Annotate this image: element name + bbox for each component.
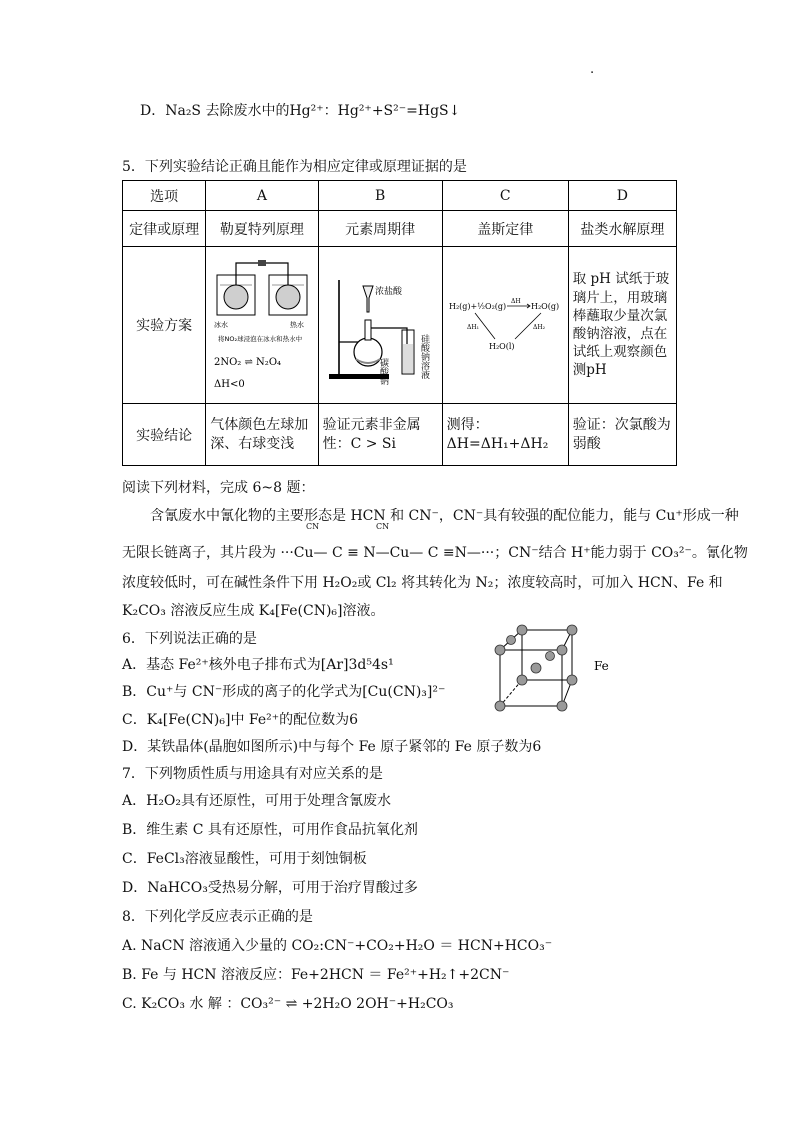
- plan-b-cell: [318, 247, 442, 404]
- q8-option-a: A. NaCN 溶液通入少量的 CO₂:CN⁻+CO₂+H₂O ＝ HCN+HCO₃⁻: [122, 938, 553, 954]
- material-para-3: 浓度较低时，可在碱性条件下用 H₂O₂或 Cl₂ 将其转化为 N₂；浓度较高时，可加入 HCN、Fe 和: [122, 575, 723, 591]
- q4-option-d: D．Na₂S 去除废水中的Hg²⁺：Hg²⁺+S²⁻=HgS↓: [140, 103, 461, 119]
- plan-c-dh: ΔH: [511, 298, 521, 305]
- plan-a-equation: 2NO₂ ⇌ N₂O₄: [213, 357, 281, 368]
- header-cell: B: [318, 181, 442, 211]
- plan-c-product-liq: H₂O(l): [489, 342, 515, 351]
- header-cell: 选项: [123, 181, 206, 211]
- plan-c-reactants: H₂(g)+½O₂(g): [449, 302, 507, 311]
- conclusion-cell: 气体颜色左球加深、右球变浅: [206, 404, 318, 466]
- q6-option-b: B．Cu⁺与 CN⁻形成的离子的化学式为[Cu(CN)₃]²⁻: [122, 684, 446, 700]
- table-header-row: [123, 181, 677, 211]
- q5-table: [122, 180, 677, 466]
- plan-c-cell: [442, 247, 568, 404]
- q7-option-c: C．FeCl₃溶液显酸性，可用于刻蚀铜板: [122, 851, 367, 867]
- plan-row: [123, 247, 677, 404]
- conclusion-cell: 测得：ΔH=ΔH₁+ΔH₂: [442, 404, 568, 466]
- plan-b-solution-label: [419, 334, 430, 380]
- q6-option-d: D．某铁晶体(晶胞如图所示)中与每个 Fe 原子紧邻的 Fe 原子数为6: [122, 739, 542, 755]
- q8-option-b: B. Fe 与 HCN 溶液反应：Fe+2HCN ＝ Fe²⁺+H₂↑+2CN⁻: [122, 967, 510, 983]
- q7-option-a: A．H₂O₂具有还原性，可用于处理含氰废水: [122, 793, 392, 809]
- plan-b-solution-text: 硅酸钠溶液: [419, 334, 430, 379]
- plan-a-cell: [206, 247, 318, 404]
- material-para-1: 含氰废水中氰化物的主要形态是 HCN 和 CN⁻，CN⁻具有较强的配位能力，能与 Cu⁺形成一种: [150, 508, 739, 524]
- plan-a-left-label: 冰水: [213, 321, 228, 329]
- equilibrium-apparatus-figure: [212, 251, 312, 399]
- law-cell: 盐类水解原理: [568, 211, 676, 247]
- q5-title: 5．下列实验结论正确且能作为相应定律或原理证据的是: [122, 159, 467, 175]
- q6-option-a: A．基态 Fe²⁺核外电子排布式为[Ar]3d⁵4s¹: [122, 657, 394, 673]
- plan-b-acid-label: 浓盐酸: [375, 287, 403, 297]
- conclusion-cell: 验证：次氯酸为弱酸: [568, 404, 676, 466]
- q7-option-b: B．维生素 C 具有还原性，可用作食品抗氧化剂: [122, 822, 418, 838]
- law-cell: 盖斯定律: [442, 211, 568, 247]
- plan-a-caption: 将NO₂球浸泡在冰水和热水中: [217, 335, 302, 343]
- q7-title: 7．下列物质性质与用途具有对应关系的是: [122, 766, 383, 782]
- acid-strength-apparatus-figure: [325, 260, 435, 390]
- header-cell: C: [442, 181, 568, 211]
- plan-d-cell: 取 pH 试纸于玻璃片上，用玻璃棒蘸取少量次氯酸钠溶液，点在试纸上观察颜色测pH: [568, 247, 676, 404]
- plan-a-right-label: 热水: [289, 321, 304, 329]
- q6-option-c: C．K₄[Fe(CN)₆]中 Fe²⁺的配位数为6: [122, 712, 359, 728]
- plan-a-dh: ΔH<0: [213, 379, 245, 390]
- law-row: [123, 211, 677, 247]
- hess-law-diagram: [449, 295, 561, 355]
- law-cell: 元素周期律: [318, 211, 442, 247]
- row-label: 实验结论: [123, 404, 206, 466]
- q8-option-c: C. K₂CO₃ 水 解 ：CO₃²⁻ ⇌ +2H₂O 2OH⁻+H₂CO₃: [122, 996, 454, 1012]
- row-label: 实验方案: [123, 247, 206, 404]
- header-cell: A: [206, 181, 318, 211]
- material-para-4: K₂CO₃ 溶液反应生成 K₄[Fe(CN)₆]溶液。: [122, 603, 385, 619]
- plan-b-solid-label: [378, 357, 389, 386]
- conclusion-cell: 验证元素非金属性：C > Si: [318, 404, 442, 466]
- header-cell: D: [568, 181, 676, 211]
- reading-title: 阅读下列材料，完成 6~8 题：: [122, 480, 315, 496]
- plan-b-solid-text: 碳酸钠: [378, 358, 389, 385]
- row-label: 定律或原理: [123, 211, 206, 247]
- material-para-2: 无限长链离子，其片段为 ···Cu— C ≡ N—Cu— C ≡N—···；CN⁻结合 H⁺能力弱于 CO₃²⁻。氰化物: [122, 545, 748, 561]
- q6-title: 6．下列说法正确的是: [122, 631, 257, 647]
- chain-cn-label-2: CN: [376, 522, 390, 531]
- plan-c-product-gas: H₂O(g): [531, 302, 560, 311]
- plan-c-dh2: ΔH₂: [533, 324, 546, 331]
- q7-option-d: D．NaHCO₃受热易分解，可用于治疗胃酸过多: [122, 880, 418, 896]
- fe-unit-cell-figure: [488, 622, 618, 712]
- fe-label: Fe: [594, 659, 609, 673]
- plan-c-dh1: ΔH₁: [467, 324, 480, 331]
- conclusion-row: [123, 404, 677, 466]
- top-dot: .: [590, 62, 595, 77]
- law-cell: 勒夏特列原理: [206, 211, 318, 247]
- q8-title: 8．下列化学反应表示正确的是: [122, 909, 313, 925]
- chain-cn-label-1: CN: [306, 522, 320, 531]
